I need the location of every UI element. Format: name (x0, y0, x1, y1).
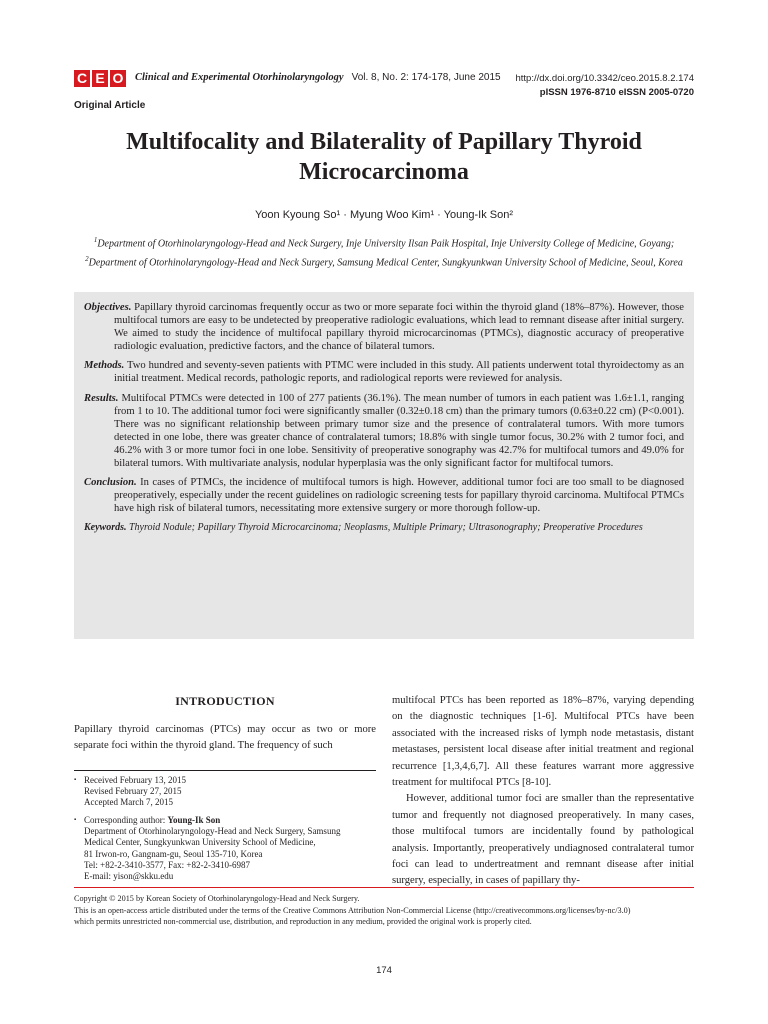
notes-divider (74, 770, 376, 771)
copyright-footer (74, 893, 694, 928)
conclusion-label: Conclusion. (84, 477, 137, 489)
abstract-box (74, 292, 694, 639)
corr-header (74, 815, 376, 826)
methods-label: Methods. (84, 360, 125, 372)
corr-address-3: 81 Irwon-ro, Gangnam-gu, Seoul 135-710, Korea (84, 848, 263, 859)
abstract-methods (84, 359, 684, 385)
abstract-objectives (84, 301, 684, 353)
keywords-label: Keywords. (84, 522, 127, 534)
page-number: 174 (376, 965, 392, 976)
title-line-1: Multifocality and Bilaterality of Papillary Thyroid (126, 129, 642, 155)
corr-name: Young-Ik Son (167, 815, 221, 825)
journal-logo (74, 70, 126, 87)
logo-letter-o: O (110, 70, 126, 87)
footer-divider (74, 887, 694, 888)
corr-phone: Tel: +82-2-3410-3577, Fax: +82-2-3410-6987 (84, 859, 250, 870)
doi-block (515, 72, 694, 100)
journal-header (135, 72, 501, 83)
history-notes (74, 775, 376, 809)
accepted-date: Accepted March 7, 2015 (84, 797, 173, 808)
corresponding-author (74, 815, 376, 882)
results-text: Multifocal PTMCs were detected in 100 of 277 patients (36.1%). The mean number of tumors in each patient was 1.6±1.1, ranging from 1 to 10. The additional tumor foci were significantly smaller (0.32±0.18 cm) than the primary tumors (0.63±0.22 cm) (P<0.001). There was no significant relationship between primary tumor size and the presence of contralateral tumors. With more tumors detected in one lobe, there was greater chance of contralateral tumors; 18.8% with single tumor focus, 30.2% with 2 tumor foci, and 46.2% with 3 or more tumor foci in one lobe. Sensitivity of preoperative sonography was 42.7% for multifocal tumors and 49.0% for bilateral tumors. With multivariate analysis, nodular hyperplasia was the only significant factor for multifocal tumors. (114, 392, 685, 470)
left-column (74, 722, 376, 755)
license-line-1: This is an open-access article distributed under the terms of the Creative Commons Attribution Non-Commercial License (http://creativecommons.org/licenses/by-nc/3.0) (74, 905, 631, 915)
affiliation-text: Department of Otorhinolaryngology-Head and Neck Surgery, Inje University Ilsan Paik Hospital, Inje University College of Medicine, Goyang; (97, 238, 675, 250)
corr-email[interactable]: E-mail: yison@skku.edu (84, 871, 174, 882)
logo-letter-e: E (92, 70, 108, 87)
affiliation-number: 2 (85, 255, 89, 263)
conclusion-text: In cases of PTMCs, the incidence of multifocal tumors is high. However, additional tumor foci are too small to be diagnosed preoperatively, especially under the recent guidelines on radiologic screening tests for papillary thyroid carcinoma. Multifocal PTMCs have high risk of bilateral tumors, necessitating more extensive surgery or more thorough follow-up. (114, 477, 684, 515)
objectives-label: Objectives. (84, 302, 132, 313)
objectives-text: Papillary thyroid carcinomas frequently occur as two or more separate foci within the thyroid gland (18%–87%). However, those multifocal tumors are easy to be undetected by preoperative radiologic evaluations, which lead to remnant disease after initial surgery. We aimed to study the incidence of multifocal papillary thyroid microcarcinomas (PTMCs), diagnostic accuracy of preoperative radiologic evaluation, predictive factors, and the chance of bilateral tumors. (114, 302, 684, 353)
keywords-text: Thyroid Nodule; Papillary Thyroid Microcarcinoma; Neoplasms, Multiple Primary; Ultrasonography; Preoperative Procedures (129, 522, 643, 534)
license-line-2: which permits unrestricted non-commercial use, distribution, and reproduction in any medium, provided the original work is properly cited. (74, 917, 532, 927)
logo-letter-c: C (74, 70, 90, 87)
intro-paragraph-3: However, additional tumor foci are smaller than the representative tumor and frequently not diagnosed preoperatively. In many cases, those multifocal tumors are incidentally found by pathological analysis. Importantly, preoperatively undiagnosed contralateral tumor foci can lead to undertreatment and remnant disease after initial surgery, especially, in cases of papillary thy- (392, 793, 694, 887)
affiliation-text: Department of Otorhinolaryngology-Head and Neck Surgery, Samsung Medical Center, Sungkyunkwan University School of Medicine, Seoul, Korea (88, 257, 683, 269)
affiliation-number: 1 (93, 236, 98, 244)
affiliation-1 (60, 236, 708, 249)
author-list: Yoon Kyoung So¹ · Myung Woo Kim¹ · Young-Ik Son² (254, 209, 514, 221)
corr-label: Corresponding author: (84, 815, 166, 825)
received-date: ▪ Received February 13, 2015 (74, 775, 376, 786)
corr-address-2: Medical Center, Sungkyunkwan University School of Medicine, (84, 837, 316, 848)
right-column (392, 693, 694, 890)
corr-address-1: Department of Otorhinolaryngology-Head and Neck Surgery, Samsung (84, 826, 341, 837)
issn: pISSN 1976-8710 eISSN 2005-0720 (539, 87, 694, 98)
copyright-line: Copyright © 2015 by Korean Society of Otorhinolaryngology-Head and Neck Surgery. (74, 894, 360, 903)
article-type: Original Article (74, 100, 146, 111)
article-title (60, 127, 708, 187)
methods-text: Two hundred and seventy-seven patients with PTMC were included in this study. All patients underwent total thyroidectomy as an initial treatment. Medical records, pathologic reports, and radiological reports were reviewed for analysis. (114, 360, 684, 385)
title-line-2: Microcarcinoma (299, 159, 469, 185)
intro-paragraph-1: Papillary thyroid carcinomas (PTCs) may occur as two or more separate foci within the thyroid gland. The frequency of such (74, 724, 376, 752)
journal-name: Clinical and Experimental Otorhinolaryngology (135, 72, 344, 83)
abstract-results (84, 392, 684, 471)
revised-date: Revised February 27, 2015 (84, 786, 182, 797)
volume-info: Vol. 8, No. 2: 174-178, June 2015 (351, 72, 501, 83)
results-label: Results. (84, 392, 119, 404)
affiliation-2 (60, 255, 708, 268)
abstract-conclusion (84, 476, 684, 515)
doi-link[interactable]: http://dx.doi.org/10.3342/ceo.2015.8.2.174 (515, 73, 694, 84)
keywords (84, 521, 684, 534)
intro-paragraph-2: multifocal PTCs has been reported as 18%–87%, varying depending on the diagnostic techniques [1-6]. Multifocal PTCs have been associated with the increased risks of lymph node metastasis, distant metastases, persistent local disease after initial treatment and regional recurrence [1,3,4,6,7]. All these features warrant more aggressive treatment for multifocal PTCs [8-10]. (392, 695, 694, 789)
section-heading-introduction: INTRODUCTION (175, 694, 275, 708)
